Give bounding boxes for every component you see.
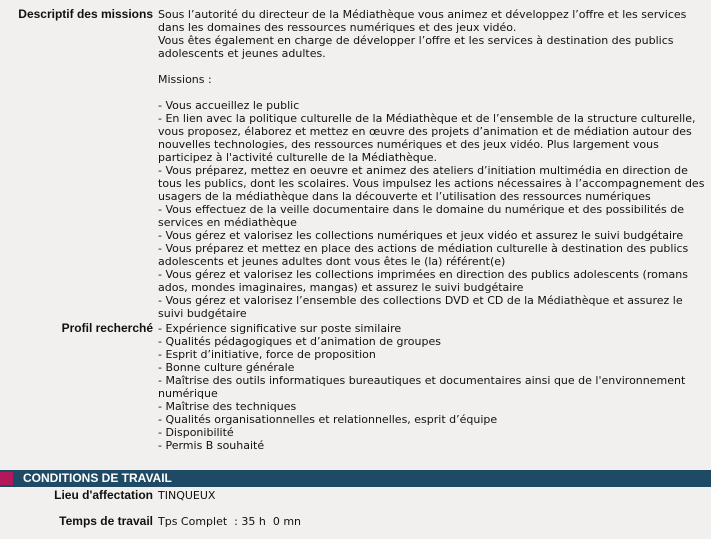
text-line: - Vous effectuez de la veille documentaire dans le domaine du numérique et des possibilités de	[158, 203, 685, 216]
missions-heading: Missions :	[158, 73, 212, 86]
profil-label: Profil recherché	[61, 321, 153, 335]
temps-value: Tps Complet : 35 h 0 mn	[158, 515, 302, 528]
text-line: adolescents et jeunes adultes dont vous êtes le (la) référent(e)	[158, 255, 506, 268]
text-line: - Maîtrise des techniques	[158, 400, 297, 413]
text-line: nouvelles technologies, des ressources numériques et des jeux vidéo. Plus largement vous	[158, 138, 659, 151]
text-line: - Esprit d’initiative, force de proposition	[158, 348, 376, 361]
text-line: - Vous gérez et valorisez les collections numériques et jeux vidéo et assurez le suivi budgétaire	[158, 229, 684, 242]
text-line: - Vous gérez et valorisez l’ensemble des collections DVD et CD de la Médiathèque et assurez le	[158, 294, 683, 307]
text-line: - Expérience significative sur poste similaire	[158, 322, 402, 335]
text-line: - Disponibilité	[158, 426, 234, 439]
text-line: - Permis B souhaité	[158, 439, 265, 452]
temps-row	[0, 515, 711, 528]
text-line: - Maîtrise des outils informatiques bureautiques et documentaires ainsi que de l'environnement	[158, 374, 686, 387]
text-line: tous les publics, dont les scolaires. Vous impulsez les actions nécessaires à l’accompagnement des	[158, 177, 705, 190]
conditions-section-header	[0, 470, 711, 487]
profil-text	[155, 322, 711, 452]
profil-row	[0, 322, 711, 452]
temps-label: Temps de travail	[59, 514, 153, 528]
text-line: Vous êtes également en charge de développer l’offre et les services à destination des publics	[158, 34, 674, 47]
text-line: ados, mondes imaginaires, mangas) et assurez le suivi budgétaire	[158, 281, 524, 294]
section-title: CONDITIONS DE TRAVAIL	[23, 471, 172, 485]
lieu-label: Lieu d'affectation	[54, 488, 153, 502]
lieu-value: TINQUEUX	[158, 489, 216, 502]
text-line: Sous l’autorité du directeur de la Médiathèque vous animez et développez l’offre et les services	[158, 8, 687, 21]
text-line: - Qualités pédagogiques et d’animation de groupes	[158, 335, 441, 348]
text-line: - Vous préparez, mettez en oeuvre et animez des ateliers d’initiation multimédia en direction de	[158, 164, 688, 177]
section-marker-icon	[0, 472, 13, 485]
missions-text	[155, 8, 711, 320]
text-line: - Bonne culture générale	[158, 361, 295, 374]
text-line: vous proposez, élaborez et mettez en œuvre des projets d’animation et de médiation autour des	[158, 125, 692, 138]
text-line: adolescents et jeunes adultes.	[158, 47, 326, 60]
lieu-row	[0, 489, 711, 502]
text-line: - Qualités organisationnelles et relationnelles, esprit d’équipe	[158, 413, 498, 426]
missions-row	[0, 8, 711, 320]
text-line: numérique	[158, 387, 218, 400]
missions-label: Descriptif des missions	[18, 7, 153, 21]
text-line: suivi budgétaire	[158, 307, 247, 320]
text-line: - Vous gérez et valorisez les collections imprimées en direction des publics adolescents (romans	[158, 268, 688, 281]
text-line: participez à l'activité culturelle de la Médiathèque.	[158, 151, 437, 164]
text-line: services en médiathèque	[158, 216, 297, 229]
text-line: usagers de la médiathèque dans la découverte et l’utilisation des ressources numériques	[158, 190, 651, 203]
text-line: - Vous préparez et mettez en place des actions de médiation culturelle à destination des publics	[158, 242, 689, 255]
text-line: - En lien avec la politique culturelle de la Médiathèque et de l’ensemble de la structure culturelle,	[158, 112, 696, 125]
text-line: dans les domaines des ressources numériques et des jeux vidéo.	[158, 21, 517, 34]
text-line: - Vous accueillez le public	[158, 99, 300, 112]
